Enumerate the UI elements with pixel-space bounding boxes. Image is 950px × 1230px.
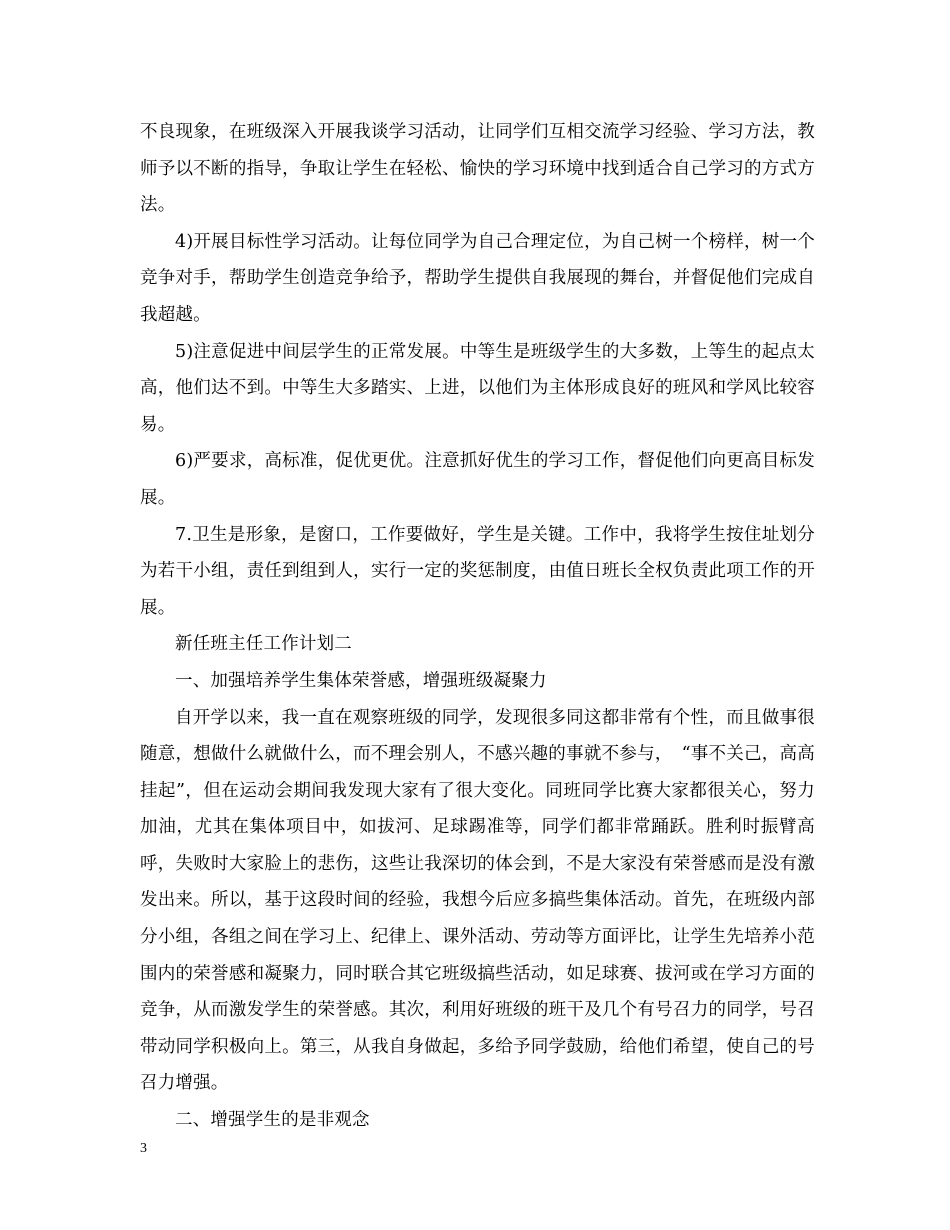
paragraph-item-6: 6)严要求，高标准，促优更优。注意抓好优生的学习工作，督促他们向更高目标发展。 xyxy=(140,451,815,508)
heading-right-wrong: 二、增强学生的是非观念 xyxy=(175,1110,370,1131)
paragraph-item-4: 4)开展目标性学习活动。让每位同学为自己合理定位，为自己树一个榜样，树一个竞争对手，帮助学生创造竞争给予，帮助学生提供自我展现的舞台，并督促他们完成自我超越。 xyxy=(140,231,815,325)
paragraph-study-exchange: 不良现象，在班级深入开展我谈学习活动，让同学们互相交流学习经验、学习方法，教师予以不断的指导，争取让学生在轻松、愉快的学习环境中找到适合自己学习的方式方法。 xyxy=(140,122,815,216)
section-title-plan-two: 新任班主任工作计划二 xyxy=(175,634,352,655)
page-number: 3 xyxy=(140,1141,147,1156)
heading-collective-honor: 一、加强培养学生集体荣誉感，增强班级凝聚力 xyxy=(175,670,547,691)
paragraph-collective-honor-body: 自开学以来，我一直在观察班级的同学，发现很多同这都非常有个性，而且做事很随意，想做什么就做什么，而不理会别人，不感兴趣的事就不参与， “事不关己，高高挂起”，但在运动会期间我发现大家有了很大变化。同班同学比赛大家都很关心，努力加油，尤其在集体项目中，如拔河、足球踢准等，同学们都非常踊跃。胜利时振臂高呼，失败时大家脸上的悲伤，这些让我深切的体会到，不是大家没有荣誉感而是没有激发出来。所以，基于这段时间的经验，我想今后应多搞些集体活动。首先，在班级内部分小组，各组之间在学习上、纪律上、课外活动、劳动等方面评比，让学生先培养小范围内的荣誉感和凝聚力，同时联合其它班级搞些活动，如足球赛、拔河或在学习方面的竞争，从而激发学生的荣誉感。其次，利用好班级的班干及几个有号召力的同学，号召带动同学积极向上。第三，从我自身做起，多给予同学鼓励，给他们希望，使自己的号召力增强。 xyxy=(140,707,815,1094)
paragraph-item-7: 7.卫生是形象，是窗口，工作要做好，学生是关键。工作中，我将学生按住址划分为若干小组，责任到组到人，实行一定的奖惩制度，由值日班长全权负责此项工作的开展。 xyxy=(140,524,815,618)
paragraph-item-5: 5)注意促进中间层学生的正常发展。中等生是班级学生的大多数，上等生的起点太高，他们达不到。中等生大多踏实、上进，以他们为主体形成良好的班风和学风比较容易。 xyxy=(140,341,815,435)
document-body xyxy=(140,114,815,1139)
